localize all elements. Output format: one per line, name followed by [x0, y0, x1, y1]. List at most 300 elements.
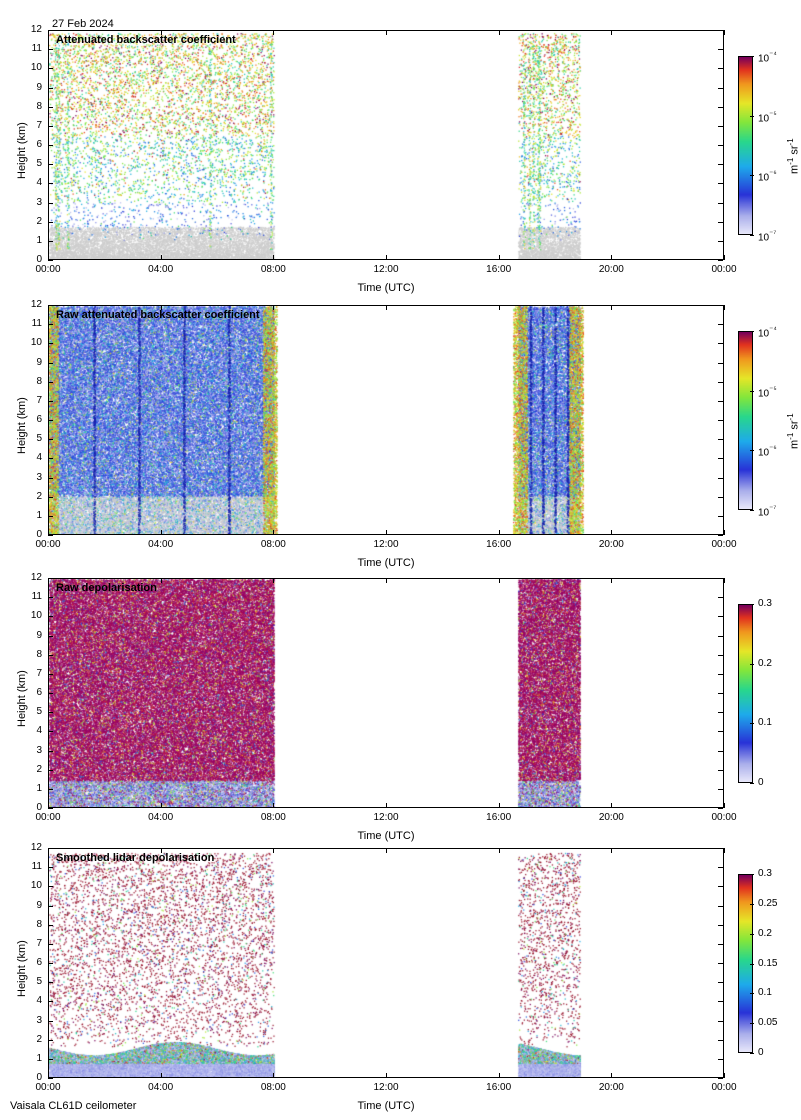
y-tick-mark	[718, 260, 723, 261]
colorbar-tick-mark	[750, 993, 754, 994]
y-tick-mark	[718, 203, 723, 204]
x-tick-mark	[724, 530, 725, 535]
colorbar-tick-mark	[750, 1053, 754, 1054]
x-tick-label: 16:00	[486, 539, 512, 550]
date-label: 27 Feb 2024	[52, 18, 114, 30]
y-tick-label: 6	[36, 139, 42, 150]
colorbar-gradient	[739, 57, 752, 234]
colorbar-unit-label: $m^{-1}$ $sr^{-1}$	[786, 412, 801, 449]
y-tick-label: 6	[36, 414, 42, 425]
y-tick-label: 1	[36, 1052, 42, 1064]
y-tick-label: 9	[36, 629, 42, 641]
x-tick-mark	[273, 30, 274, 35]
y-tick-mark	[48, 1059, 53, 1060]
plot-data-3	[49, 579, 723, 807]
x-tick-label: 00:00	[35, 1082, 61, 1093]
y-tick-mark	[718, 241, 723, 242]
colorbar-unit-label: $m^{-1}$ $sr^{-1}$	[786, 137, 801, 174]
colorbar-tick-label: $10^{^{-5}}$	[758, 384, 777, 399]
y-tick-mark	[718, 655, 723, 656]
x-tick-label: 16:00	[486, 264, 512, 275]
plot-area-3	[48, 578, 724, 808]
y-tick-label: 4	[36, 177, 42, 189]
x-tick-label: 12:00	[373, 539, 399, 550]
x-tick-mark	[48, 578, 49, 583]
colorbar-tick-label: 0.2	[758, 927, 772, 939]
y-tick-label: 4	[36, 725, 42, 737]
y-tick-mark	[718, 164, 723, 165]
y-tick-mark	[48, 183, 53, 184]
y-tick-mark	[48, 963, 53, 964]
colorbar-tick-label: 0	[758, 777, 764, 788]
y-tick-mark	[48, 944, 53, 945]
y-tick-mark	[48, 693, 53, 694]
y-tick-mark	[48, 164, 53, 165]
x-tick-mark	[724, 305, 725, 310]
y-tick-mark	[718, 145, 723, 146]
y-tick-mark	[718, 636, 723, 637]
y-tick-mark	[48, 478, 53, 479]
y-tick-mark	[718, 535, 723, 536]
colorbar-tick-mark	[750, 664, 754, 665]
x-tick-mark	[499, 30, 500, 35]
colorbar-tick-mark	[750, 964, 754, 965]
colorbar-tick-label: 0.15	[758, 957, 778, 969]
y-tick-mark	[48, 222, 53, 223]
y-tick-mark	[718, 693, 723, 694]
x-tick-label: 16:00	[486, 1082, 512, 1093]
colorbar-tick-mark	[750, 783, 754, 784]
y-tick-mark	[718, 751, 723, 752]
x-tick-mark	[161, 578, 162, 583]
y-tick-mark	[48, 145, 53, 146]
x-tick-mark	[386, 848, 387, 853]
colorbar-tick-mark	[750, 116, 754, 117]
x-tick-label: 20:00	[598, 812, 624, 823]
plot-title-3: Raw depolarisation	[56, 582, 157, 594]
y-tick-mark	[718, 925, 723, 926]
y-tick-mark	[718, 789, 723, 790]
y-tick-label: 9	[36, 356, 42, 368]
x-tick-mark	[611, 1073, 612, 1078]
plot-data-1	[49, 31, 723, 259]
y-tick-mark	[718, 30, 723, 31]
colorbar-gradient	[739, 605, 752, 782]
y-tick-mark	[718, 808, 723, 809]
y-tick-mark	[48, 925, 53, 926]
y-tick-mark	[718, 497, 723, 498]
y-tick-mark	[48, 382, 53, 383]
x-tick-mark	[611, 255, 612, 260]
x-tick-mark	[724, 848, 725, 853]
y-tick-mark	[48, 770, 53, 771]
y-tick-mark	[48, 1021, 53, 1022]
x-axis-label: Time (UTC)	[357, 1100, 415, 1112]
y-tick-mark	[48, 1078, 53, 1079]
colorbar-tick-label: 0	[758, 1047, 764, 1058]
y-tick-mark	[718, 516, 723, 517]
y-tick-label: 8	[36, 918, 42, 930]
y-tick-mark	[48, 439, 53, 440]
x-tick-mark	[48, 1073, 49, 1078]
colorbar-tick-mark	[750, 723, 754, 724]
x-tick-mark	[48, 305, 49, 310]
y-tick-mark	[48, 616, 53, 617]
x-tick-mark	[611, 848, 612, 853]
y-tick-mark	[48, 126, 53, 127]
y-tick-label: 11	[31, 591, 42, 603]
y-tick-label: 11	[31, 861, 42, 873]
colorbar-tick-label: $10^{^{-6}}$	[758, 169, 777, 184]
colorbar-tick-label: $10^{^{-5}}$	[758, 109, 777, 124]
y-tick-mark	[718, 578, 723, 579]
x-tick-mark	[499, 578, 500, 583]
y-tick-mark	[48, 1001, 53, 1002]
y-tick-mark	[48, 906, 53, 907]
x-tick-mark	[386, 255, 387, 260]
x-tick-label: 08:00	[260, 539, 286, 550]
y-tick-mark	[48, 886, 53, 887]
colorbar-tick-label: 0.2	[758, 657, 772, 669]
x-tick-label: 12:00	[373, 812, 399, 823]
y-tick-label: 5	[36, 433, 42, 445]
x-tick-mark	[273, 848, 274, 853]
y-tick-mark	[718, 439, 723, 440]
y-tick-mark	[48, 401, 53, 402]
y-tick-mark	[48, 88, 53, 89]
y-tick-label: 1	[36, 782, 42, 794]
x-tick-label: 04:00	[148, 1082, 174, 1093]
y-tick-mark	[48, 497, 53, 498]
y-tick-label: 4	[36, 995, 42, 1007]
y-tick-label: 9	[36, 81, 42, 93]
y-tick-label: 7	[36, 667, 42, 679]
x-tick-label: 00:00	[35, 812, 61, 823]
y-tick-label: 5	[36, 706, 42, 718]
y-tick-mark	[718, 597, 723, 598]
y-tick-mark	[48, 982, 53, 983]
x-tick-mark	[161, 530, 162, 535]
y-tick-label: 9	[36, 899, 42, 911]
colorbar-gradient	[739, 332, 752, 509]
y-tick-label: 2	[36, 1033, 42, 1045]
colorbar-tick-label: $10^{^{-7}}$	[758, 504, 777, 519]
x-tick-label: 16:00	[486, 812, 512, 823]
y-tick-label: 3	[36, 471, 42, 483]
y-tick-mark	[718, 183, 723, 184]
y-tick-mark	[718, 420, 723, 421]
x-tick-label: 00:00	[711, 264, 737, 275]
y-axis-label: Height (km)	[16, 670, 28, 727]
colorbar-tick-mark	[750, 934, 754, 935]
x-tick-label: 20:00	[598, 1082, 624, 1093]
y-tick-mark	[48, 808, 53, 809]
x-tick-label: 04:00	[148, 812, 174, 823]
x-tick-label: 12:00	[373, 1082, 399, 1093]
x-tick-mark	[386, 305, 387, 310]
y-tick-mark	[718, 305, 723, 306]
x-tick-mark	[499, 803, 500, 808]
x-tick-mark	[386, 803, 387, 808]
x-tick-mark	[386, 578, 387, 583]
x-axis-label: Time (UTC)	[357, 557, 415, 569]
y-tick-label: 6	[36, 687, 42, 698]
y-tick-label: 12	[30, 572, 42, 583]
y-tick-label: 0	[36, 254, 42, 265]
y-tick-mark	[718, 88, 723, 89]
x-tick-mark	[273, 803, 274, 808]
y-tick-mark	[48, 535, 53, 536]
y-tick-mark	[718, 324, 723, 325]
y-tick-label: 11	[31, 43, 42, 55]
x-tick-mark	[273, 578, 274, 583]
y-tick-mark	[48, 107, 53, 108]
y-tick-mark	[48, 203, 53, 204]
y-tick-label: 5	[36, 158, 42, 170]
colorbar-tick-label: 0.25	[758, 897, 778, 909]
x-tick-label: 12:00	[373, 264, 399, 275]
y-tick-mark	[718, 458, 723, 459]
y-tick-label: 8	[36, 648, 42, 660]
x-tick-mark	[611, 803, 612, 808]
x-tick-mark	[724, 1073, 725, 1078]
y-tick-label: 2	[36, 215, 42, 227]
y-tick-label: 3	[36, 196, 42, 208]
y-tick-label: 12	[30, 299, 42, 310]
plot-area-2	[48, 305, 724, 535]
y-tick-mark	[48, 241, 53, 242]
y-tick-mark	[718, 1078, 723, 1079]
plot-area-1	[48, 30, 724, 260]
x-tick-mark	[611, 530, 612, 535]
y-tick-mark	[718, 1040, 723, 1041]
y-axis-label: Height (km)	[16, 397, 28, 454]
y-tick-label: 2	[36, 763, 42, 775]
instrument-label: Vaisala CL61D ceilometer	[10, 1100, 137, 1112]
y-tick-mark	[718, 401, 723, 402]
y-tick-label: 7	[36, 119, 42, 131]
x-tick-mark	[161, 1073, 162, 1078]
x-tick-label: 20:00	[598, 264, 624, 275]
x-tick-mark	[48, 255, 49, 260]
y-tick-mark	[48, 1040, 53, 1041]
x-tick-mark	[386, 30, 387, 35]
y-tick-mark	[48, 260, 53, 261]
y-tick-label: 5	[36, 976, 42, 988]
y-tick-mark	[48, 867, 53, 868]
y-tick-label: 10	[30, 610, 42, 622]
y-tick-mark	[718, 616, 723, 617]
y-tick-label: 7	[36, 394, 42, 406]
y-tick-label: 12	[30, 24, 42, 35]
x-axis-label: Time (UTC)	[357, 830, 415, 842]
y-tick-label: 10	[30, 337, 42, 349]
x-tick-mark	[499, 1073, 500, 1078]
x-tick-label: 08:00	[260, 1082, 286, 1093]
y-tick-mark	[718, 222, 723, 223]
colorbar-tick-label: 0.3	[758, 598, 772, 609]
y-tick-mark	[718, 382, 723, 383]
x-tick-label: 08:00	[260, 264, 286, 275]
y-tick-mark	[48, 597, 53, 598]
x-tick-mark	[161, 803, 162, 808]
y-tick-mark	[718, 906, 723, 907]
y-tick-label: 0	[36, 529, 42, 540]
colorbar-tick-label: 0.3	[758, 868, 772, 879]
colorbar-tick-label: $10^{^{-6}}$	[758, 444, 777, 459]
colorbar-tick-mark	[750, 175, 754, 176]
x-tick-mark	[611, 30, 612, 35]
x-tick-mark	[273, 255, 274, 260]
colorbar-tick-label: 0.1	[758, 717, 772, 729]
x-tick-mark	[499, 848, 500, 853]
y-tick-label: 7	[36, 937, 42, 949]
y-tick-mark	[718, 982, 723, 983]
plot-data-2	[49, 306, 723, 534]
y-tick-mark	[48, 731, 53, 732]
x-tick-mark	[273, 530, 274, 535]
y-tick-mark	[48, 420, 53, 421]
x-tick-mark	[499, 530, 500, 535]
colorbar-tick-mark	[750, 450, 754, 451]
y-tick-mark	[718, 963, 723, 964]
y-tick-label: 1	[36, 509, 42, 521]
y-tick-label: 3	[36, 1014, 42, 1026]
colorbar-tick-mark	[750, 604, 754, 605]
x-tick-mark	[724, 30, 725, 35]
x-tick-mark	[724, 255, 725, 260]
colorbar-tick-mark	[750, 235, 754, 236]
y-tick-label: 3	[36, 744, 42, 756]
y-tick-label: 8	[36, 100, 42, 112]
x-tick-label: 04:00	[148, 264, 174, 275]
y-tick-mark	[48, 49, 53, 50]
y-tick-mark	[48, 655, 53, 656]
x-tick-mark	[499, 255, 500, 260]
colorbar-2	[738, 331, 753, 510]
y-tick-mark	[718, 478, 723, 479]
y-tick-mark	[718, 848, 723, 849]
y-tick-mark	[48, 751, 53, 752]
y-tick-label: 1	[36, 234, 42, 246]
y-tick-mark	[718, 107, 723, 108]
y-tick-label: 10	[30, 880, 42, 892]
y-tick-mark	[718, 68, 723, 69]
colorbar-1	[738, 56, 753, 235]
colorbar-tick-label: 0.05	[758, 1017, 778, 1029]
plot-title-1: Attenuated backscatter coefficient	[56, 34, 236, 46]
colorbar-tick-mark	[750, 904, 754, 905]
x-tick-label: 00:00	[711, 539, 737, 550]
y-tick-label: 10	[30, 62, 42, 74]
y-tick-label: 6	[36, 957, 42, 968]
y-tick-mark	[48, 324, 53, 325]
x-tick-label: 00:00	[35, 539, 61, 550]
x-tick-label: 00:00	[711, 1082, 737, 1093]
y-tick-mark	[48, 68, 53, 69]
plot-title-4: Smoothed lidar depolarisation	[56, 852, 215, 864]
x-tick-mark	[48, 803, 49, 808]
colorbar-tick-label: $10^{^{-4}}$	[758, 325, 777, 340]
y-tick-mark	[48, 363, 53, 364]
y-axis-label: Height (km)	[16, 122, 28, 179]
x-tick-mark	[724, 578, 725, 583]
plot-data-4	[49, 849, 723, 1077]
colorbar-3	[738, 604, 753, 783]
x-tick-label: 08:00	[260, 812, 286, 823]
x-tick-mark	[273, 1073, 274, 1078]
x-tick-mark	[48, 530, 49, 535]
x-tick-label: 00:00	[711, 812, 737, 823]
y-tick-mark	[718, 886, 723, 887]
y-tick-mark	[48, 789, 53, 790]
y-tick-label: 2	[36, 490, 42, 502]
y-tick-label: 0	[36, 1072, 42, 1083]
colorbar-tick-label: $10^{^{-4}}$	[758, 50, 777, 65]
y-tick-label: 0	[36, 802, 42, 813]
colorbar-tick-mark	[750, 56, 754, 57]
y-tick-mark	[48, 674, 53, 675]
y-tick-label: 4	[36, 452, 42, 464]
y-tick-mark	[48, 343, 53, 344]
x-tick-mark	[611, 305, 612, 310]
y-tick-mark	[48, 458, 53, 459]
y-tick-mark	[718, 944, 723, 945]
y-tick-mark	[718, 712, 723, 713]
x-tick-label: 20:00	[598, 539, 624, 550]
x-tick-mark	[48, 848, 49, 853]
y-tick-mark	[718, 1021, 723, 1022]
y-tick-mark	[718, 867, 723, 868]
x-tick-mark	[273, 305, 274, 310]
y-axis-label: Height (km)	[16, 940, 28, 997]
x-tick-mark	[386, 530, 387, 535]
y-tick-mark	[718, 731, 723, 732]
y-tick-mark	[718, 674, 723, 675]
y-tick-mark	[718, 770, 723, 771]
colorbar-tick-label: $10^{^{-7}}$	[758, 229, 777, 244]
y-tick-label: 11	[31, 318, 42, 330]
y-tick-label: 12	[30, 842, 42, 853]
y-tick-mark	[718, 126, 723, 127]
x-tick-label: 00:00	[35, 264, 61, 275]
plot-title-2: Raw attenuated backscatter coefficient	[56, 309, 260, 321]
plot-area-4	[48, 848, 724, 1078]
colorbar-tick-mark	[750, 874, 754, 875]
x-tick-mark	[386, 1073, 387, 1078]
y-tick-mark	[48, 516, 53, 517]
y-tick-mark	[48, 712, 53, 713]
y-tick-mark	[718, 1001, 723, 1002]
colorbar-tick-label: 0.1	[758, 987, 772, 999]
y-tick-label: 8	[36, 375, 42, 387]
y-tick-mark	[718, 343, 723, 344]
y-tick-mark	[48, 636, 53, 637]
x-tick-label: 04:00	[148, 539, 174, 550]
colorbar-tick-mark	[750, 331, 754, 332]
colorbar-tick-mark	[750, 1023, 754, 1024]
x-tick-mark	[499, 305, 500, 310]
colorbar-tick-mark	[750, 510, 754, 511]
x-tick-mark	[724, 803, 725, 808]
x-tick-mark	[611, 578, 612, 583]
x-tick-mark	[161, 255, 162, 260]
y-tick-mark	[718, 363, 723, 364]
y-tick-mark	[718, 49, 723, 50]
y-tick-mark	[718, 1059, 723, 1060]
colorbar-tick-mark	[750, 391, 754, 392]
x-axis-label: Time (UTC)	[357, 282, 415, 294]
